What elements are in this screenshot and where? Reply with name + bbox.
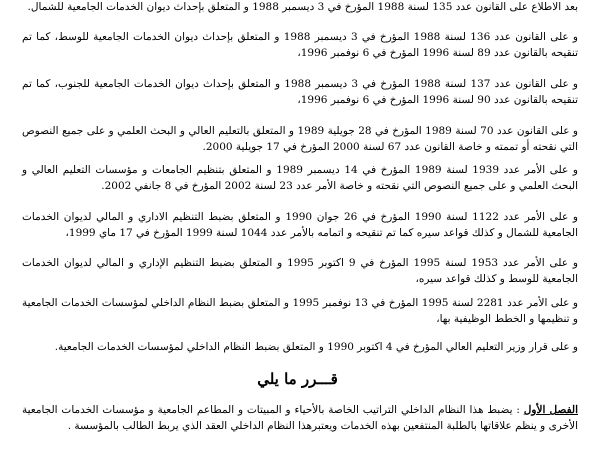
paragraph-law-137-1988: و على القانون عدد 137 لسنة 1988 المؤرخ في 3 ديسمبر 1988 و المتعلق بإحداث ديوان الخدمات الجامعية للجنوب، كما تم تنقيحه بالقانون عدد 90 لسنة 1996 المؤرخ في 6 نوفمبر 1996،: [22, 78, 578, 106]
paragraph-decree-2281-1995: و على الأمر عدد 2281 لسنة 1995 المؤرخ في 13 نوفمبر 1995 و المتعلق بضبط النظام الداخلي لمؤسسات الخدمات الجامعية و تنظيمها و الخطط الوظيفية بها،: [22, 297, 578, 325]
paragraph-law-70-1989: و على القانون عدد 70 لسنة 1989 المؤرخ في 28 جويلية 1989 و المتعلق بالتعليم العالي و البحث العلمي و على جميع النصوص التي نقحته أو تممته و خاصة القانون عدد 67 لسنة 2000 المؤرخ في 17 جويلية 2000.: [22, 125, 578, 153]
chapter-one-label: الفصل الأول: [523, 404, 579, 416]
paragraph-decree-1122-1990: و على الأمر عدد 1122 لسنة 1990 المؤرخ في 26 جوان 1990 و المتعلق بضبط التنظيم الاداري و المالي لديوان الخدمات الجامعية للشمال و كذلك قواعد سيره كما تم تنقيحه و اتمامه بالأمر عدد 1044 لسنة 1999 المؤرخ في 17 ماي 1999،: [22, 211, 579, 239]
chapter-one-text: يضبط هذا النظام الداخلي التراتيب الخاصة بالأحياء و المبيتات و المطاعم الجامعية و مؤسسات الخدمات الجامعية الأخرى و ينظم علاقاتها بالطلبة المنتفعين بهذه الخدمات ويعتبرهذا النظام الداخلي العقد الذي يربط الطالب بالمؤسسة .: [22, 404, 578, 432]
paragraph-law-135-1988: بعد الاطلاع على القانون عدد 135 لسنة 1988 المؤرخ في 3 ديسمبر 1988 و المتعلق بإحداث ديوان الخدمات الجامعية للشمال.: [27, 1, 578, 13]
decision-heading: قـــرر ما يلي: [257, 370, 338, 388]
paragraph-ministerial-order-1990: و على قرار وزير التعليم العالي المؤرخ في 4 اكتوبر 1990 و المتعلق بضبط النظام الداخلي لمؤسسات الخدمات الجامعية.: [54, 341, 578, 353]
paragraph-law-136-1988: و على القانون عدد 136 لسنة 1988 المؤرخ في 3 ديسمبر 1988 و المتعلق بإحداث ديوان الخدمات الجامعية للوسط، كما تم تنقيحه بالقانون عدد 89 لسنة 1996 المؤرخ في 6 نوفمبر 1996،: [22, 31, 579, 59]
chapter-one-paragraph: [22, 403, 578, 434]
paragraph-decree-1953-1995: و على الأمر عدد 1953 لسنة 1995 المؤرخ في 9 اكتوبر 1995 و المتعلق بضبط التنظيم الإداري و المالي لديوان الخدمات الجامعية للوسط و كذلك قواعد سيره،: [22, 257, 578, 285]
paragraph-decree-1939-1989: و على الأمر عدد 1939 لسنة 1989 المؤرخ في 14 ديسمبر 1989 و المتعلق بتنظيم الجامعات و مؤسسات التعليم العالي و البحث العلمي و على جميع النصوص التي نقحته و خاصة الأمر عدد 23 لسنة 2002 المؤرخ في 8 جانفي 2002.: [22, 164, 578, 192]
chapter-one-separator: :: [512, 404, 524, 416]
